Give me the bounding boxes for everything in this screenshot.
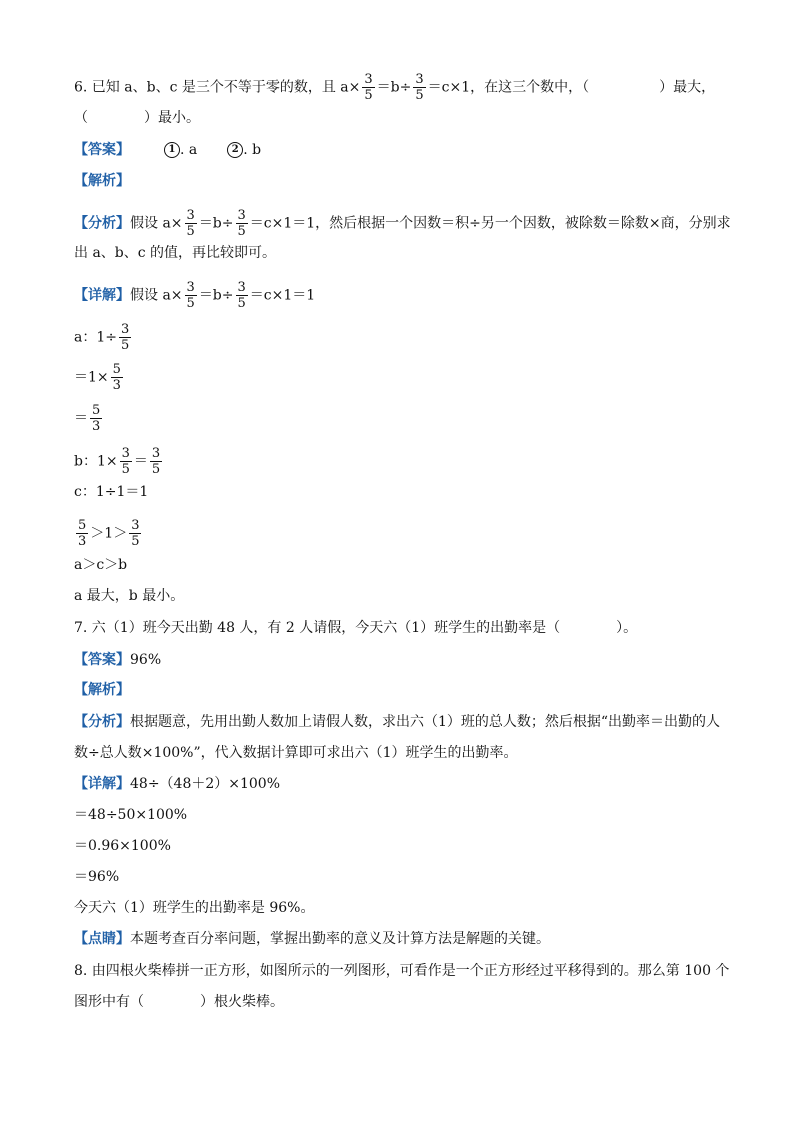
fraction-5-3: $\frac{5}{3}$ <box>78 518 87 549</box>
point-label: 【点睛】 <box>74 931 130 947</box>
analysis-label: 【分析】 <box>74 714 130 730</box>
circled-number-2: 2 <box>227 142 243 158</box>
q6-conclusion: a 最大，b 最小。 <box>74 588 185 604</box>
q6-text: 6. 已知 a、b、c 是三个不等于零的数，且 a× <box>74 79 361 96</box>
fraction-5-3: $\frac{5}{3}$ <box>112 362 121 393</box>
q6-text: ＝c×1，在这三个数中，（ <box>427 79 590 96</box>
q6-jiexi-label: 【解析】 <box>74 173 130 189</box>
q7-step-1: ＝48÷50×100% <box>74 807 188 823</box>
q7-jiexi-label: 【解析】 <box>74 682 130 698</box>
answer-label: 【答案】 <box>74 652 130 668</box>
fraction-3-5: $\frac{3}{5}$ <box>237 208 246 239</box>
q6-step-a3: ＝ $\frac{5}{3}$ <box>74 403 101 434</box>
fraction-3-5: $\frac{3}{5}$ <box>415 72 424 103</box>
q7-conclusion: 今天六（1）班学生的出勤率是 96%。 <box>74 900 315 916</box>
q7-step-3: ＝96% <box>74 869 120 885</box>
fraction-3-5: $\frac{3}{5}$ <box>151 446 161 477</box>
q6-analysis-line-2: 出 a、b、c 的值，再比较即可。 <box>74 245 277 261</box>
q6-line-2: （ ）最小。 <box>74 110 200 126</box>
q7-line-1: 7. 六（1）班今天出勤 48 人，有 2 人请假，今天六（1）班学生的出勤率是（ ）。 <box>74 620 638 636</box>
detail-label: 【详解】 <box>74 776 130 792</box>
fraction-3-5: $\frac{3}{5}$ <box>186 208 195 239</box>
q7-point: 【点睛】本题考查百分率问题，掌握出勤率的意义及计算方法是解题的关键。 <box>74 931 550 947</box>
q7-analysis-line-1: 【分析】根据题意，先用出勤人数加上请假人数，求出六（1）班的总人数；然后根据“出勤率＝出勤的人 <box>74 714 721 730</box>
fraction-3-5: $\frac{3}{5}$ <box>120 322 130 353</box>
q7-detail-line: 【详解】48÷（48＋2）×100% <box>74 776 281 792</box>
analysis-label: 【分析】 <box>74 215 130 232</box>
q6-step-a: a：1÷ $\frac{3}{5}$ <box>74 322 130 353</box>
q7-analysis-line-2: 数÷总人数×100%”，代入数据计算即可求出六（1）班学生的出勤率。 <box>74 745 518 761</box>
q6-answer: 【答案】 1 . a 2 . b <box>74 142 262 158</box>
q7-answer: 【答案】96% <box>74 652 162 668</box>
answer-label: 【答案】 <box>74 142 130 158</box>
fraction-5-3: $\frac{5}{3}$ <box>92 403 101 434</box>
q6-order: a＞c＞b <box>74 557 128 573</box>
q6-line-1 <box>74 72 715 103</box>
q6-detail-line: 【详解】假设 a× $\frac{3}{5}$ ＝b÷ $\frac{3}{5}$ ＝c×1＝1 <box>74 280 316 311</box>
q6-step-b: b：1× $\frac{3}{5}$ ＝ $\frac{3}{5}$ <box>74 446 161 477</box>
q6-step-a2: ＝1× $\frac{5}{3}$ <box>74 362 121 393</box>
fraction-3-5: $\frac{3}{5}$ <box>186 280 195 311</box>
q7-step-2: ＝0.96×100% <box>74 838 171 854</box>
q6-step-c: c：1÷1＝1 <box>74 484 149 500</box>
fraction-3-5: $\frac{3}{5}$ <box>131 518 140 549</box>
fraction-3-5: $\frac{3}{5}$ <box>364 72 373 103</box>
q6-analysis-line-1: 【分析】假设 a× $\frac{3}{5}$ ＝b÷ $\frac{3}{5}$ ＝c×1＝1，然后根据一个因数＝积÷另一个因数，被除数＝除数×商，分别求 <box>74 208 731 239</box>
q8-line-1: 8. 由四根火柴棒拼一正方形，如图所示的一列图形，可看作是一个正方形经过平移得到的。那么第 100 个 <box>74 963 730 979</box>
detail-label: 【详解】 <box>74 287 130 304</box>
q6-text: ）最大， <box>659 79 716 96</box>
q6-text: ＝b÷ <box>376 79 412 96</box>
circled-number-1: 1 <box>164 142 180 158</box>
fraction-3-5: $\frac{3}{5}$ <box>237 280 246 311</box>
fraction-3-5: $\frac{3}{5}$ <box>121 446 130 477</box>
q6-compare: $\frac{5}{3}$ ＞1＞ $\frac{3}{5}$ <box>78 518 140 549</box>
q8-line-2: 图形中有（ ）根火柴棒。 <box>74 994 284 1010</box>
